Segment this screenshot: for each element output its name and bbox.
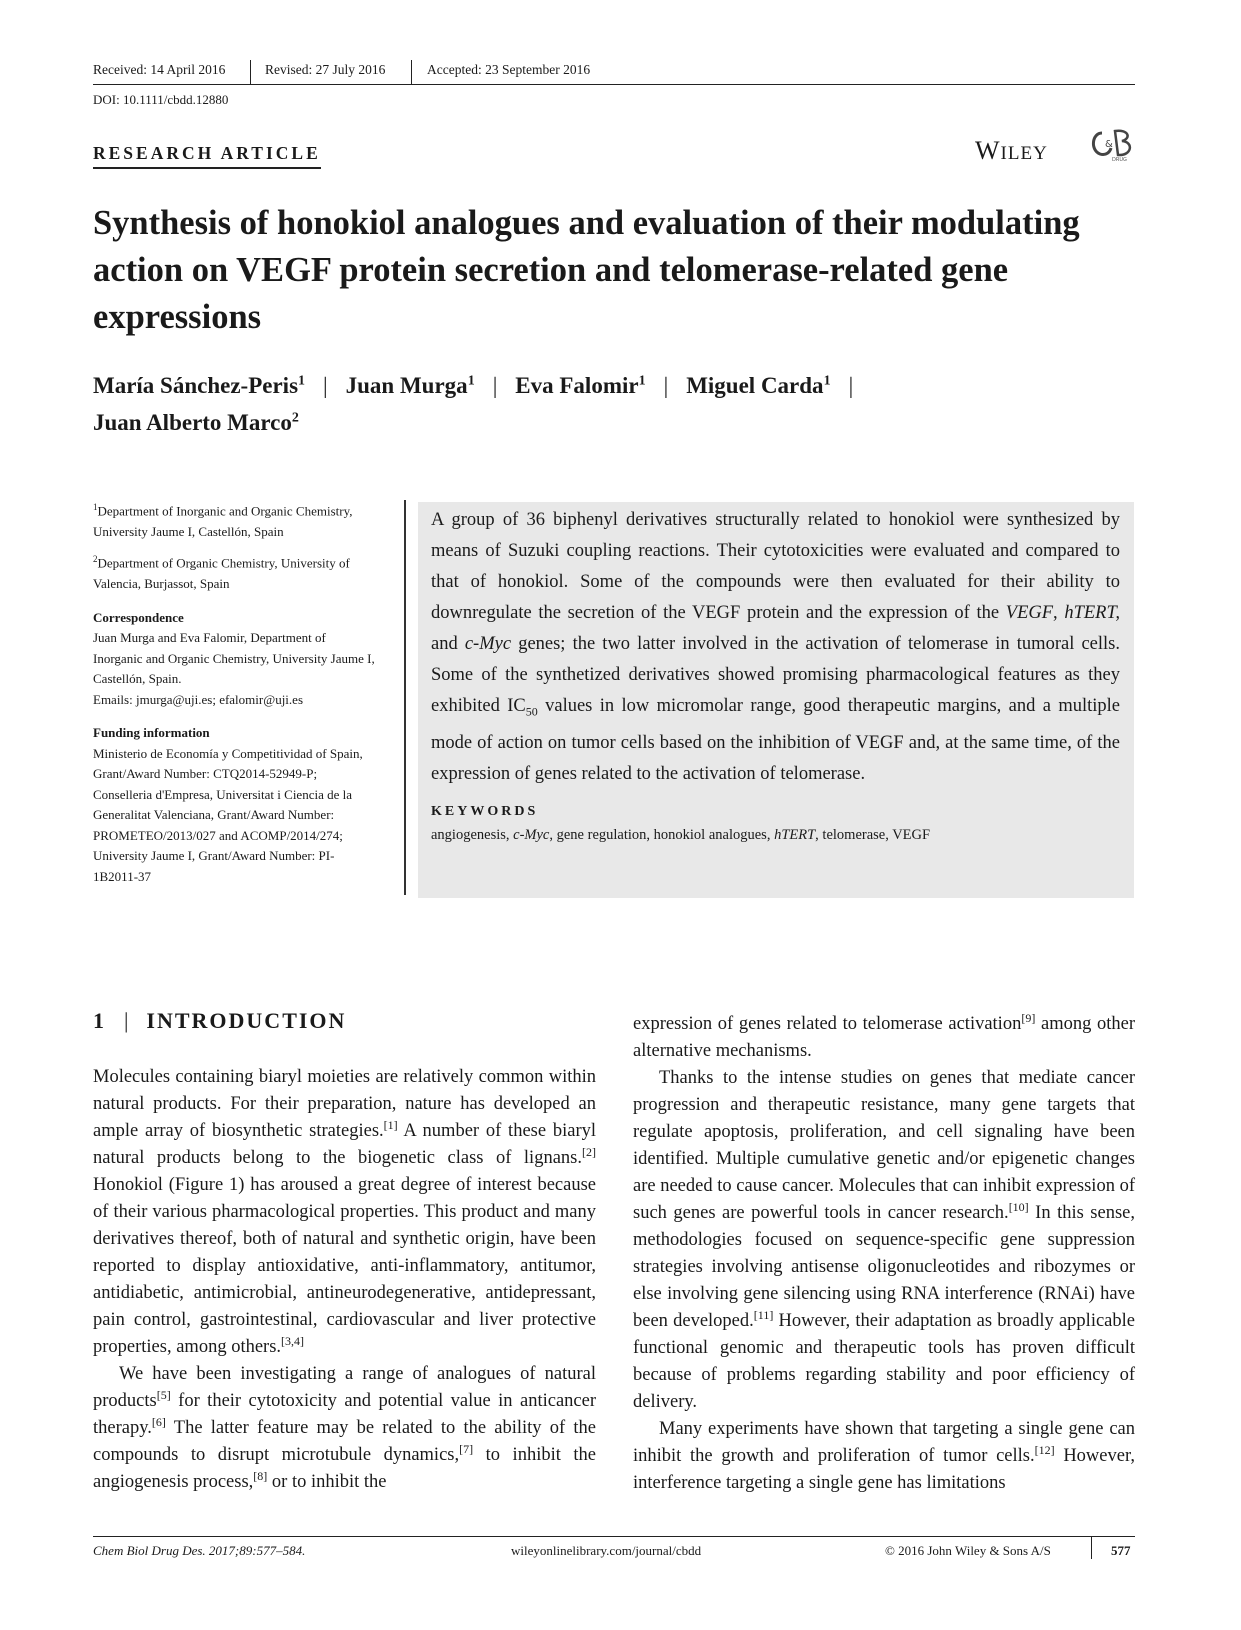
affiliation-text: Department of Organic Chemistry, University of Valencia, Burjassot, Spain xyxy=(93,555,350,592)
section-separator: | xyxy=(124,1008,129,1033)
body-column-left xyxy=(93,1064,596,1496)
page-number: 577 xyxy=(1111,1543,1131,1558)
text-run: for their cytotoxicity and potential value in anticancer therapy. xyxy=(93,1391,596,1438)
date-divider xyxy=(250,60,251,84)
svg-text:&: & xyxy=(1105,139,1113,150)
text-run: or to inhibit the xyxy=(267,1472,387,1492)
paragraph xyxy=(633,1416,1135,1497)
text-run: The latter feature may be related to the ability of the compounds to disrupt microtubule dynamics, xyxy=(93,1418,596,1465)
affiliation-number: 1 xyxy=(93,502,98,512)
keyword-italic: c-Myc xyxy=(513,826,550,843)
date-divider xyxy=(411,60,412,84)
text-run: However, their adaptation as broadly applicable functional genomic and therapeutic tools has proven difficult because of problems regarding stability and poor efficiency of delivery. xyxy=(633,1311,1135,1412)
accepted-date: Accepted: 23 September 2016 xyxy=(427,62,591,77)
text-run: Honokiol (Figure 1) has aroused a great degree of interest because of their various pharmacological properties. This product and many derivatives thereof, both of natural and synthetic origin, have been reported to display antioxidative, anti-inflammatory, antitumor, antidiabetic, antimicrobial, antineurodegenerative, antidepressant, pain control, gastrointestinal, cardiovascular and liver protective properties, among others. xyxy=(93,1175,596,1357)
abstract-box xyxy=(418,502,1134,898)
publisher-logo-initial: W xyxy=(975,136,1001,165)
text-run: expression of genes related to telomerase activation xyxy=(633,1014,1022,1034)
citation: [9] xyxy=(1021,1010,1036,1025)
gene-name: hTERT, xyxy=(1064,603,1120,623)
correspondence-text: Juan Murga and Eva Falomir, Department of Inorganic and Organic Chemistry, University Jaume I, Castellón, Spain. xyxy=(93,630,375,687)
text-run: A number of these biaryl natural products belong to the biogenetic class of lignans. xyxy=(93,1121,596,1168)
doi: DOI: 10.1111/cbdd.12880 xyxy=(93,92,229,107)
svg-text:DRUG: DRUG xyxy=(1112,157,1127,162)
paragraph xyxy=(633,1011,1135,1065)
footer-divider xyxy=(1091,1537,1092,1559)
author-name: Eva Falomir xyxy=(515,373,639,398)
revised-date: Revised: 27 July 2016 xyxy=(265,62,386,77)
citation: [5] xyxy=(156,1387,171,1402)
section-heading xyxy=(93,1008,346,1034)
keywords-text xyxy=(431,827,1120,844)
gene-name: c-Myc xyxy=(464,634,512,654)
author-affiliation: 1 xyxy=(467,373,475,389)
text-run: However, interference targeting a single gene has limitations xyxy=(633,1446,1136,1493)
funding-text: Ministerio de Economía y Competitividad of Spain, Grant/Award Number: CTQ2014-52949-P; Conselleria d'Empresa, Universitat i Ciencia de la Generalitat Valenciana, Grant/Award Number: PROMETEO/2013/027 and ACOMP/2014/274; University Jaume I, Grant/Award Number: PI-1B2011-37 xyxy=(93,745,363,884)
received-date: Received: 14 April 2016 xyxy=(93,62,226,77)
author-name: Juan Alberto Marco xyxy=(93,410,292,435)
citation: [2] xyxy=(582,1144,596,1159)
citation: [3,4] xyxy=(281,1333,305,1348)
publisher-logo xyxy=(975,136,1048,166)
citation: [7] xyxy=(459,1441,474,1456)
author-separator: | xyxy=(323,373,328,398)
correspondence-heading: Correspondence xyxy=(93,609,184,625)
section-number: 1 xyxy=(93,1008,106,1033)
author-affiliation: 2 xyxy=(291,410,299,426)
body-column-right xyxy=(633,1011,1135,1497)
affiliation-text: Department of Inorganic and Organic Chemistry, University Jaume I, Castellón, Spain xyxy=(93,503,353,539)
paragraph xyxy=(93,1064,596,1361)
abstract-segment: values in low micromolar range, good therapeutic margins, and a multiple mode of action on tumor cells based on the inhibition of VEGF and, at the same time, of the expression of genes related to the activation of telomerase. xyxy=(431,696,1120,784)
author-separator: | xyxy=(848,373,854,398)
author-name: Juan Murga xyxy=(345,373,468,398)
copyright: © 2016 John Wiley & Sons A/S xyxy=(885,1543,1051,1558)
citation: [6] xyxy=(151,1414,166,1429)
keywords-heading: KEYWORDS xyxy=(431,803,539,819)
publication-dates xyxy=(93,60,1135,85)
text-run: In this sense, methodologies focused on sequence-specific gene suppression strategies involving antisense oligonucleotides and ribozymes or else involving gene silencing using RNA interference (RNAi) have been developed. xyxy=(633,1203,1135,1331)
text-run: Thanks to the intense studies on genes that mediate cancer progression and therapeutic resistance, many gene targets that regulate apoptosis, proliferation, and cell signaling have been identified. Multiple cumulative genetic and/or epigenetic changes are needed to cause cancer. Molecules that can inhibit expression of such genes are powerful tools in cancer research. xyxy=(633,1068,1135,1223)
keyword-segment: angiogenesis, xyxy=(431,826,514,843)
author-name: María Sánchez-Peris xyxy=(93,373,299,398)
citation: [10] xyxy=(1008,1199,1029,1214)
correspondence-emails: Emails: jmurga@uji.es; efalomir@uji.es xyxy=(93,691,303,707)
text-run: among other alternative mechanisms. xyxy=(633,1014,1135,1061)
keyword-segment: , gene regulation, honokiol analogues, xyxy=(549,826,775,843)
keyword-segment: , telomerase, VEGF xyxy=(815,826,931,843)
author-affiliation: 1 xyxy=(823,373,831,389)
citation: [1] xyxy=(383,1117,398,1132)
journal-reference: Chem Biol Drug Des. 2017;89:577–584. xyxy=(93,1543,306,1558)
text-run: Molecules containing biaryl moieties are relatively common within natural products. For their preparation, nature has developed an ample array of biosynthetic strategies. xyxy=(93,1067,596,1141)
author-separator: | xyxy=(492,373,498,398)
subscript: 50 xyxy=(525,704,538,719)
article-type: RESEARCH ARTICLE xyxy=(93,143,321,169)
article-info-column xyxy=(93,497,378,887)
text-run: We have been investigating a range of analogues of natural products xyxy=(93,1364,596,1411)
paragraph xyxy=(633,1065,1135,1416)
citation: [8] xyxy=(253,1468,268,1483)
text-run: Many experiments have shown that targeting a single gene can inhibit the growth and proliferation of tumor cells. xyxy=(633,1419,1135,1466)
column-divider xyxy=(404,500,406,895)
article-title: Synthesis of honokiol analogues and evaluation of their modulating action on VEGF protein secretion and telomerase-related gene expressions xyxy=(93,204,1080,336)
paragraph xyxy=(93,1361,596,1496)
journal-logo-icon xyxy=(1088,128,1136,167)
publisher-logo-rest: ILEY xyxy=(1000,143,1048,164)
keyword-italic: hTERT xyxy=(774,826,816,843)
text-run: to inhibit the angiogenesis process, xyxy=(93,1445,596,1492)
author-line-1 xyxy=(93,373,871,399)
author-affiliation: 1 xyxy=(298,373,306,389)
citation: [11] xyxy=(753,1307,774,1322)
gene-name: VEGF xyxy=(1005,603,1054,623)
author-separator: | xyxy=(663,373,669,398)
affiliation-number: 2 xyxy=(93,554,98,565)
section-title: INTRODUCTION xyxy=(146,1008,347,1033)
funding-heading: Funding information xyxy=(93,725,210,741)
author-line-2 xyxy=(93,410,299,436)
journal-url: wileyonlinelibrary.com/journal/cbdd xyxy=(511,1543,702,1558)
author-affiliation: 1 xyxy=(638,373,646,389)
abstract-segment: and xyxy=(431,634,465,654)
abstract-segment: A group of 36 biphenyl derivatives structurally related to honokiol were synthesized by means of Suzuki coupling reactions. Their cytotoxicities were evaluated and compared to that of honokiol. Some of the compounds were then evaluated for their ability to downregulate the secretion of the VEGF protein and the expression of the xyxy=(431,510,1120,623)
page-footer xyxy=(93,1536,1135,1567)
abstract-text xyxy=(431,505,1120,790)
author-name: Miguel Carda xyxy=(686,373,824,398)
affiliation xyxy=(93,497,378,542)
abstract-segment: genes; the two latter involved in the activation of telomerase in tumoral cells. Some of the synthetized derivatives showed promising pharmacological features as they exhibited IC xyxy=(431,634,1120,716)
citation: [12] xyxy=(1034,1442,1055,1457)
affiliation xyxy=(93,549,378,594)
abstract-segment: , xyxy=(1053,603,1065,623)
